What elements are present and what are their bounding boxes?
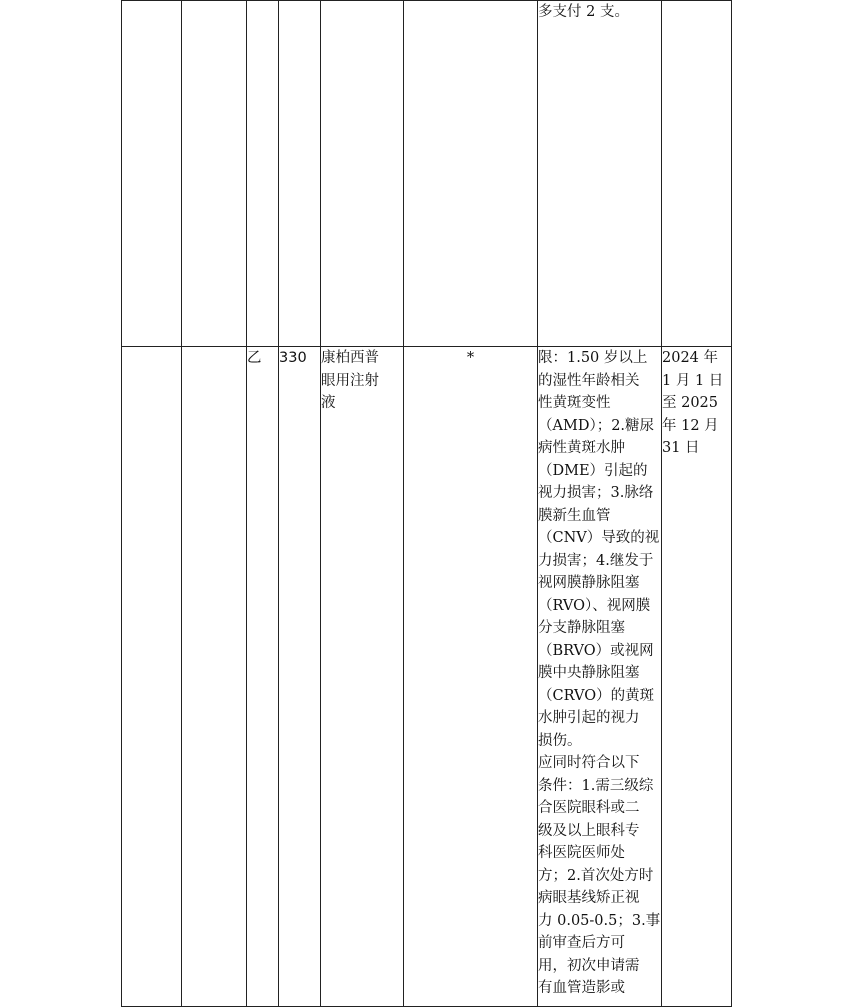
dosage-mark-text: * [466, 350, 475, 366]
remarks-text: 多支付 2 支。 [538, 4, 629, 20]
cell-empty [321, 1, 404, 347]
cell-remarks [538, 1, 662, 347]
number-text: 330 [279, 350, 307, 366]
cell-empty [122, 1, 182, 347]
drug-name-text: 康柏西普 眼用注射 液 [321, 350, 379, 411]
cell-empty [122, 347, 182, 1007]
validity-text: 2024 年 1 月 1 日 至 2025 年 12 月 31 日 [662, 350, 724, 456]
cell-validity [662, 347, 732, 1007]
cell-empty [182, 1, 247, 347]
cell-number [279, 347, 321, 1007]
category-text: 乙 [247, 350, 262, 366]
drug-list-table [121, 0, 732, 1007]
cell-empty [404, 1, 538, 347]
cell-empty [279, 1, 321, 347]
cell-empty [182, 347, 247, 1007]
cell-restriction [538, 347, 662, 1007]
cell-dosage-mark [404, 347, 538, 1007]
restriction-text: 限：1.50 岁以上 的湿性年龄相关 性黄斑变性 （AMD）；2.糖尿 病性黄斑水肿 （DME）引起的 视力损害；3.脉络 膜新生血管 （CNV）导致的视 力损害；4.继发于 视网膜静脉阻塞 （RVO）、视网膜 分支静脉阻塞 （BRVO）或视网 膜中央静脉阻塞 （CRVO）的黄斑 水肿引起的视力 损伤。 应同时符合以下 条件：1.需三级综 合医院眼科或二 级及以上眼科专 科医院医师处 方；2.首次处方时 病眼基线矫正视 力 0.05-0.5；3.事 前审查后方可 用，初次申请需 有血管造影或 [538, 350, 661, 996]
cell-category [247, 347, 279, 1007]
cell-drug-name [321, 347, 404, 1007]
cell-empty [247, 1, 279, 347]
cell-empty [662, 1, 732, 347]
table-row [122, 347, 732, 1007]
table-row [122, 1, 732, 347]
